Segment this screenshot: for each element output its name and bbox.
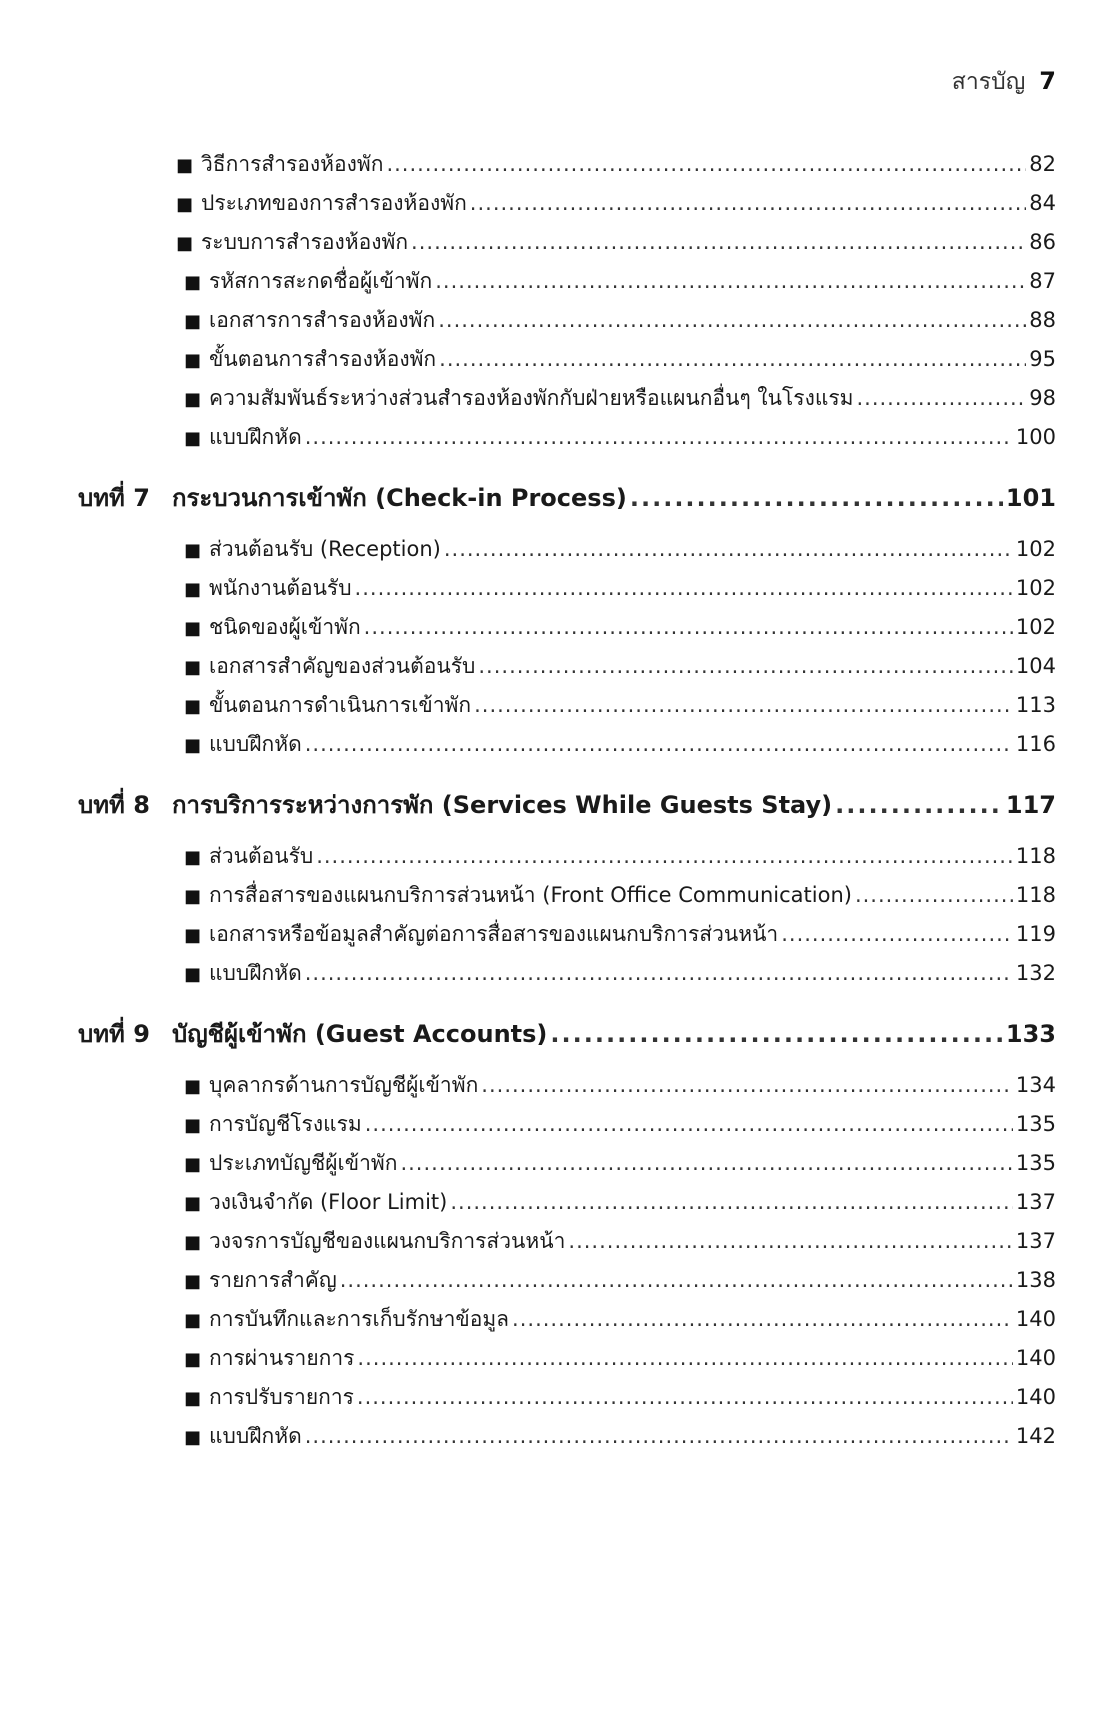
dot-leader bbox=[435, 269, 1026, 293]
toc-item bbox=[184, 382, 1056, 415]
page-number: 117 bbox=[1005, 791, 1056, 819]
page-number: 119 bbox=[1015, 922, 1056, 946]
bullet-square-icon: ■ bbox=[176, 155, 194, 176]
chapter-title: กระบวนการเข้าพัก (Check-in Process) bbox=[172, 484, 627, 512]
bullet-square-icon: ■ bbox=[184, 272, 202, 293]
dot-leader bbox=[568, 1229, 1013, 1253]
item-label: รหัสการสะกดชื่อผู้เข้าพัก bbox=[209, 269, 433, 293]
item-label: แบบฝึกหัด bbox=[209, 1424, 302, 1448]
bullet-square-icon: ■ bbox=[184, 886, 202, 907]
dot-leader bbox=[444, 537, 1013, 561]
toc-item bbox=[184, 879, 1056, 912]
toc-item bbox=[184, 304, 1056, 337]
dot-leader bbox=[439, 347, 1026, 371]
bullet-square-icon: ■ bbox=[184, 540, 202, 561]
item-label: การสื่อสารของแผนกบริการส่วนหน้า (Front Office Communication) bbox=[209, 883, 852, 907]
page-number: 132 bbox=[1015, 961, 1056, 985]
item-label: ส่วนต้อนรับ bbox=[209, 844, 314, 868]
item-label: แบบฝึกหัด bbox=[209, 425, 302, 449]
chapter-title: การบริการระหว่างการพัก (Services While Guests Stay) bbox=[172, 791, 833, 819]
chapter-number: บทที่ 7 bbox=[78, 484, 150, 512]
bullet-square-icon: ■ bbox=[184, 964, 202, 985]
item-label: การบันทึกและการเก็บรักษาข้อมูล bbox=[209, 1307, 510, 1331]
page-number: 140 bbox=[1015, 1346, 1056, 1370]
page-number: 118 bbox=[1015, 883, 1056, 907]
bullet-square-icon: ■ bbox=[184, 847, 202, 868]
page-number: 100 bbox=[1015, 425, 1056, 449]
toc-chapter bbox=[78, 1014, 1056, 1053]
bullet-square-icon: ■ bbox=[184, 1076, 202, 1097]
page-number: 116 bbox=[1015, 732, 1056, 756]
page-number: 113 bbox=[1015, 693, 1056, 717]
toc-item bbox=[184, 1225, 1056, 1258]
dot-leader bbox=[474, 693, 1013, 717]
dot-leader bbox=[470, 191, 1026, 215]
header-page-number: 7 bbox=[1039, 67, 1056, 95]
item-label: ส่วนต้อนรับ (Reception) bbox=[209, 537, 441, 561]
item-label: ประเภทของการสำรองห้องพัก bbox=[201, 191, 467, 215]
item-label: ชนิดของผู้เข้าพัก bbox=[209, 615, 361, 639]
dot-leader bbox=[450, 1190, 1013, 1214]
toc-chapter bbox=[78, 785, 1056, 824]
dot-leader bbox=[400, 1151, 1012, 1175]
item-label: ประเภทบัญชีผู้เข้าพัก bbox=[209, 1151, 398, 1175]
toc-item bbox=[184, 840, 1056, 873]
bullet-square-icon: ■ bbox=[184, 618, 202, 639]
item-label: การปรับรายการ bbox=[209, 1385, 354, 1409]
bullet-square-icon: ■ bbox=[184, 1271, 202, 1292]
item-label: ระบบการสำรองห้องพัก bbox=[201, 230, 409, 254]
dot-leader bbox=[855, 883, 1013, 907]
dot-leader bbox=[478, 654, 1013, 678]
toc-item bbox=[184, 1069, 1056, 1102]
toc-item bbox=[184, 1381, 1056, 1414]
dot-leader bbox=[835, 791, 1003, 819]
item-label: วงจรการบัญชีของแผนกบริการส่วนหน้า bbox=[209, 1229, 566, 1253]
bullet-square-icon: ■ bbox=[176, 194, 194, 215]
dot-leader bbox=[438, 308, 1026, 332]
page-number: 98 bbox=[1029, 386, 1056, 410]
toc-item bbox=[184, 1303, 1056, 1336]
dot-leader bbox=[305, 1424, 1013, 1448]
toc-item bbox=[184, 957, 1056, 990]
toc-item bbox=[184, 1420, 1056, 1453]
dot-leader bbox=[355, 576, 1013, 600]
page-number: 118 bbox=[1015, 844, 1056, 868]
page-number: 102 bbox=[1015, 576, 1056, 600]
page-number: 137 bbox=[1015, 1190, 1056, 1214]
toc-item bbox=[176, 148, 1056, 181]
dot-leader bbox=[411, 230, 1026, 254]
toc-item bbox=[184, 1342, 1056, 1375]
dot-leader bbox=[365, 1112, 1013, 1136]
bullet-square-icon: ■ bbox=[184, 1349, 202, 1370]
item-label: แบบฝึกหัด bbox=[209, 961, 302, 985]
bullet-square-icon: ■ bbox=[184, 311, 202, 332]
toc-item bbox=[184, 728, 1056, 761]
page-number: 82 bbox=[1029, 152, 1056, 176]
page-number: 86 bbox=[1029, 230, 1056, 254]
toc-item bbox=[184, 611, 1056, 644]
dot-leader bbox=[305, 961, 1013, 985]
toc-item bbox=[184, 343, 1056, 376]
item-label: ขั้นตอนการดำเนินการเข้าพัก bbox=[209, 693, 472, 717]
item-label: แบบฝึกหัด bbox=[209, 732, 302, 756]
toc-item bbox=[184, 1186, 1056, 1219]
toc-item bbox=[184, 1108, 1056, 1141]
page-number: 140 bbox=[1015, 1307, 1056, 1331]
page-number: 142 bbox=[1015, 1424, 1056, 1448]
page-number: 140 bbox=[1015, 1385, 1056, 1409]
page-number: 137 bbox=[1015, 1229, 1056, 1253]
bullet-square-icon: ■ bbox=[184, 428, 202, 449]
bullet-square-icon: ■ bbox=[184, 1232, 202, 1253]
dot-leader bbox=[630, 484, 1003, 512]
item-label: พนักงานต้อนรับ bbox=[209, 576, 352, 600]
toc-item bbox=[176, 226, 1056, 259]
item-label: บุคลากรด้านการบัญชีผู้เข้าพัก bbox=[209, 1073, 479, 1097]
chapter-number: บทที่ 8 bbox=[78, 791, 150, 819]
dot-leader bbox=[386, 152, 1026, 176]
page-number: 87 bbox=[1029, 269, 1056, 293]
bullet-square-icon: ■ bbox=[184, 1154, 202, 1175]
item-label: การบัญชีโรงแรม bbox=[209, 1112, 362, 1136]
page-number: 133 bbox=[1005, 1020, 1056, 1048]
toc-item bbox=[184, 1147, 1056, 1180]
dot-leader bbox=[481, 1073, 1013, 1097]
toc-item bbox=[184, 265, 1056, 298]
bullet-square-icon: ■ bbox=[184, 389, 202, 410]
bullet-square-icon: ■ bbox=[176, 233, 194, 254]
toc-item bbox=[184, 650, 1056, 683]
dot-leader bbox=[357, 1346, 1012, 1370]
toc-item bbox=[184, 572, 1056, 605]
toc-item bbox=[184, 689, 1056, 722]
bullet-square-icon: ■ bbox=[184, 696, 202, 717]
page-number: 135 bbox=[1015, 1112, 1056, 1136]
bullet-square-icon: ■ bbox=[184, 1388, 202, 1409]
bullet-square-icon: ■ bbox=[184, 925, 202, 946]
dot-leader bbox=[340, 1268, 1013, 1292]
dot-leader bbox=[357, 1385, 1013, 1409]
page-header bbox=[952, 64, 1056, 100]
toc-item bbox=[184, 1264, 1056, 1297]
page-number: 104 bbox=[1015, 654, 1056, 678]
toc-item bbox=[184, 421, 1056, 454]
dot-leader bbox=[856, 386, 1026, 410]
toc-item bbox=[184, 533, 1056, 566]
toc-item bbox=[184, 918, 1056, 951]
dot-leader bbox=[305, 732, 1013, 756]
page-number: 138 bbox=[1015, 1268, 1056, 1292]
chapter-title: บัญชีผู้เข้าพัก (Guest Accounts) bbox=[172, 1020, 548, 1048]
item-label: ขั้นตอนการสำรองห้องพัก bbox=[209, 347, 437, 371]
dot-leader bbox=[781, 922, 1013, 946]
bullet-square-icon: ■ bbox=[184, 1427, 202, 1448]
bullet-square-icon: ■ bbox=[184, 657, 202, 678]
toc-chapter bbox=[78, 478, 1056, 517]
item-label: เอกสารหรือข้อมูลสำคัญต่อการสื่อสารของแผนกบริการส่วนหน้า bbox=[209, 922, 779, 946]
bullet-square-icon: ■ bbox=[184, 1115, 202, 1136]
page-number: 95 bbox=[1029, 347, 1056, 371]
page-number: 88 bbox=[1029, 308, 1056, 332]
page-number: 135 bbox=[1015, 1151, 1056, 1175]
item-label: รายการสำคัญ bbox=[209, 1268, 337, 1292]
bullet-square-icon: ■ bbox=[184, 1310, 202, 1331]
item-label: ความสัมพันธ์ระหว่างส่วนสำรองห้องพักกับฝ่ายหรือแผนกอื่นๆ ในโรงแรม bbox=[209, 386, 854, 410]
dot-leader bbox=[316, 844, 1013, 868]
item-label: เอกสารสำคัญของส่วนต้อนรับ bbox=[209, 654, 476, 678]
item-label: วงเงินจำกัด (Floor Limit) bbox=[209, 1190, 448, 1214]
dot-leader bbox=[512, 1307, 1013, 1331]
page-number: 102 bbox=[1015, 615, 1056, 639]
bullet-square-icon: ■ bbox=[184, 350, 202, 371]
page-number: 84 bbox=[1029, 191, 1056, 215]
page-number: 102 bbox=[1015, 537, 1056, 561]
item-label: วิธีการสำรองห้องพัก bbox=[201, 152, 384, 176]
toc-item bbox=[176, 187, 1056, 220]
item-label: การผ่านรายการ bbox=[209, 1346, 355, 1370]
chapter-number: บทที่ 9 bbox=[78, 1020, 150, 1048]
page-number: 101 bbox=[1005, 484, 1056, 512]
dot-leader bbox=[550, 1020, 1003, 1048]
dot-leader bbox=[364, 615, 1013, 639]
bullet-square-icon: ■ bbox=[184, 1193, 202, 1214]
bullet-square-icon: ■ bbox=[184, 735, 202, 756]
bullet-square-icon: ■ bbox=[184, 579, 202, 600]
page-number: 134 bbox=[1015, 1073, 1056, 1097]
item-label: เอกสารการสำรองห้องพัก bbox=[209, 308, 436, 332]
header-title: สารบัญ bbox=[951, 69, 1026, 95]
dot-leader bbox=[305, 425, 1013, 449]
